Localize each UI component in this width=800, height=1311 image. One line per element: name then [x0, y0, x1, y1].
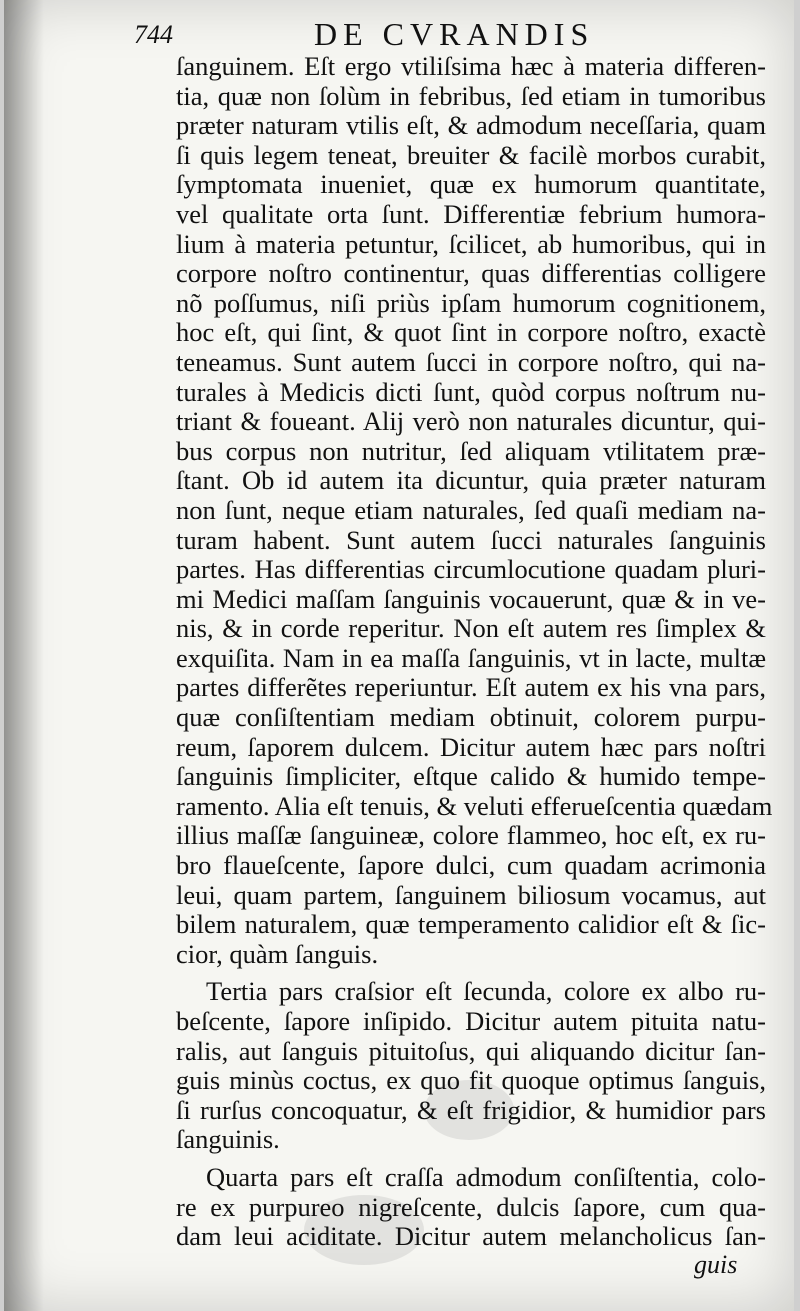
text-line: dam leui aciditate. Dicitur autem melancholicus ſan- — [176, 1221, 766, 1252]
text-line: Quarta pars eſt craſſa admodum conſiſtentia, colo- — [206, 1161, 766, 1192]
text-line: tia, quæ non ſolùm in febribus, ſed etiam in tumoribus — [176, 80, 766, 111]
text-line: bus corpus non nutritur, ſed aliquam vtilitatem præ- — [176, 435, 766, 466]
text-line: illius maſſæ ſanguineæ, colore flammeo, hoc eſt, ex ru- — [176, 820, 766, 851]
text-line: partes. Has differentias circumlocutione quadam pluri- — [176, 554, 766, 585]
text-line: lium à materia petuntur, ſcilicet, ab humoribus, qui in — [176, 228, 766, 259]
body-text — [176, 51, 773, 1252]
text-line: præter naturam vtilis eſt, & admodum neceſſaria, quam — [176, 110, 766, 141]
text-line: vel qualitate orta ſunt. Differentiæ febrium humora- — [176, 198, 766, 229]
running-title: DE CVRANDIS — [314, 16, 595, 52]
text-line: turam habent. Sunt autem ſucci naturales ſanguinis — [176, 524, 766, 555]
text-line: hoc eſt, qui ſint, & quot ſint in corpore noſtro, exactè — [176, 317, 766, 348]
text-line: mi Medici maſſam ſanguinis vocauerunt, quæ & in ve- — [176, 583, 766, 614]
text-line: reum, ſaporem dulcem. Dicitur autem hæc pars noſtri — [176, 731, 766, 762]
text-line: turales à Medicis dicti ſunt, quòd corpus noſtrum nu- — [176, 376, 766, 407]
text-line: corpore noſtro continentur, quas differentias colligere — [176, 258, 766, 289]
text-line: bilem naturalem, quæ temperamento calidior eſt & ſic- — [176, 909, 766, 940]
text-line: bro flaueſcente, ſapore dulci, cum quadam acrimonia — [176, 850, 766, 881]
text-line: ralis, aut ſanguis pituitoſus, qui aliquando dicitur ſan- — [176, 1035, 766, 1066]
text-line: re ex purpureo nigreſcente, dulcis ſapore, cum qua- — [176, 1191, 766, 1222]
text-line: ſtant. Ob id autem ita dicuntur, quia præter naturam — [176, 465, 766, 496]
text-line: nõ poſſumus, niſi priùs ipſam humorum cognitionem, — [176, 287, 766, 318]
text-line: ſi rurſus concoquatur, & eſt frigidior, & humidior pars — [176, 1094, 766, 1125]
text-line: cior, quàm ſanguis. — [176, 938, 379, 969]
text-line: leui, quam partem, ſanguinem biliosum vocamus, aut — [176, 879, 766, 910]
text-line: triant & foueant. Alij verò non naturales dicuntur, qui- — [176, 406, 766, 437]
text-line: non ſunt, neque etiam naturales, ſed quaſi mediam na- — [176, 494, 766, 525]
text-line: ramento. Alia eſt tenuis, & veluti efferueſcentia quædam — [176, 790, 773, 821]
text-line: nis, & in corde reperitur. Non eſt autem res ſimplex & — [176, 613, 766, 644]
catchword: guis — [694, 1250, 738, 1279]
text-line: ſymptomata inueniet, quæ ex humorum quantitate, — [176, 169, 766, 200]
page-gutter-shadow — [4, 0, 44, 1311]
text-line: ſanguinis ſimpliciter, eſtque calido & humido tempe- — [176, 761, 766, 792]
text-line: guis minùs coctus, ex quo fit quoque optimus ſanguis, — [176, 1065, 766, 1096]
text-line: ſanguinis. — [176, 1124, 280, 1155]
text-line: beſcente, ſapore inſipido. Dicitur autem pituita natu- — [176, 1006, 766, 1036]
text-line: exquiſita. Nam in ea maſſa ſanguinis, vt in lacte, multæ — [176, 642, 766, 673]
text-line: ſi quis legem teneat, breuiter & facilè morbos curabit, — [176, 139, 766, 170]
book-page — [4, 0, 794, 1311]
page-header — [134, 14, 734, 54]
text-line: partes differẽtes reperiuntur. Eſt autem ex his vna pars, — [176, 672, 766, 703]
text-line: ſanguinem. Eſt ergo vtiliſsima hæc à materia differen- — [176, 51, 766, 81]
text-line: teneamus. Sunt autem ſucci in corpore noſtro, qui na- — [176, 346, 766, 377]
page-number: 744 — [134, 20, 173, 49]
text-line: Tertia pars craſsior eſt ſecunda, colore ex albo ru- — [206, 976, 766, 1007]
text-line: quæ conſiſtentiam mediam obtinuit, colorem purpu- — [176, 702, 766, 733]
